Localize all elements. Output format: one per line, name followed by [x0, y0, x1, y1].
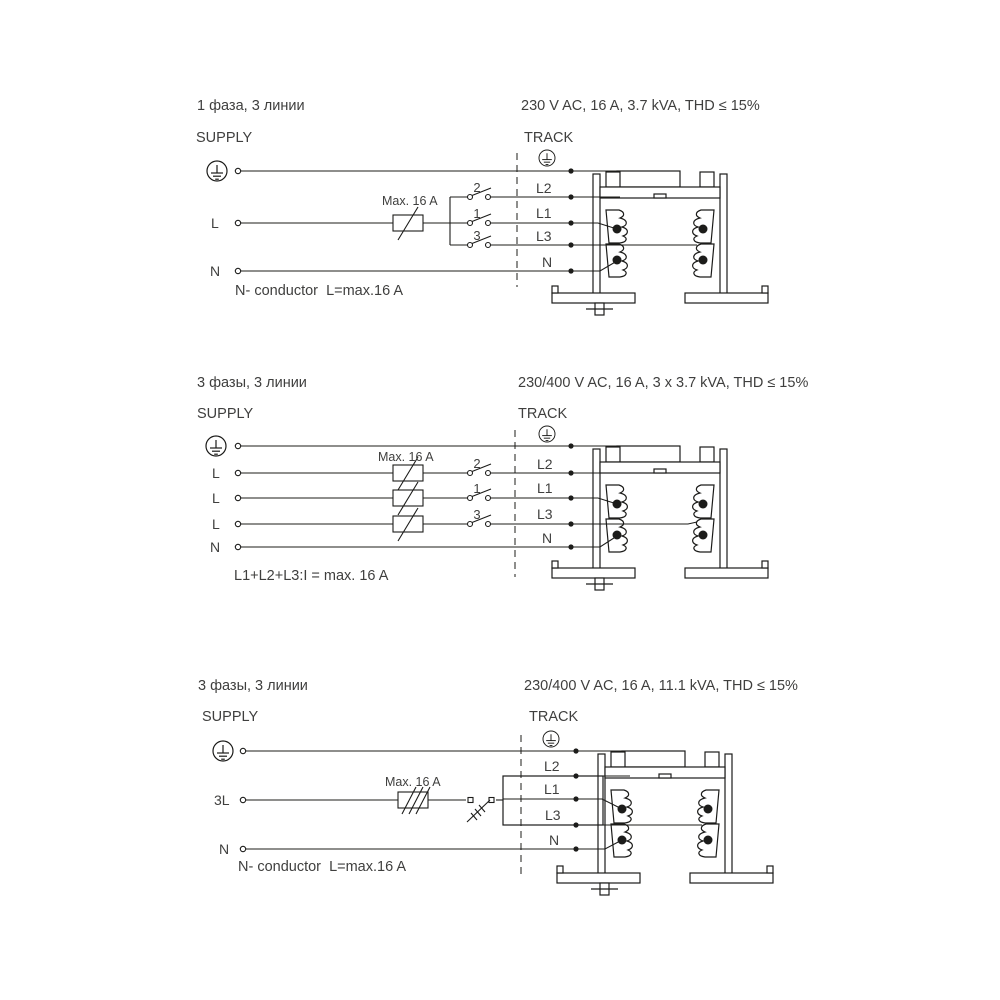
pe-terminal: [235, 443, 240, 448]
supply-line-label: N: [219, 841, 230, 857]
junction-dot: [573, 748, 578, 753]
track-ground-icon: [539, 426, 555, 442]
track-line-label: N: [549, 832, 560, 848]
n-terminal: [240, 846, 245, 851]
section3-note: N- conductor L=max.16 A: [238, 859, 407, 875]
switch-number: 3: [473, 507, 481, 522]
track-cross-section: [552, 171, 768, 315]
section-three-phase-bridged: [198, 678, 798, 895]
section1-note: N- conductor L=max.16 A: [235, 283, 404, 299]
junction-dot: [568, 495, 573, 500]
l-terminal: [235, 220, 240, 225]
track-line-label: L1: [544, 781, 560, 797]
supply-line-label: N: [210, 539, 221, 555]
pe-terminal: [235, 168, 240, 173]
section-single-phase: [196, 98, 768, 315]
junction-dot: [568, 470, 573, 475]
track-cross-section: [557, 751, 773, 895]
supply-ground-icon: [206, 436, 226, 456]
junction-dot: [573, 773, 578, 778]
supply-line-label: L: [212, 490, 220, 506]
track-line-label: L1: [537, 480, 553, 496]
junction-dot: [568, 521, 573, 526]
fuse-rating-label: Max. 16 A: [378, 450, 434, 464]
section3-phase-label: 3 фазы, 3 линии: [198, 678, 308, 694]
track-line-label: N: [542, 254, 553, 270]
track-line-label: L3: [537, 506, 553, 522]
section2-spec: 230/400 V AC, 16 A, 3 x 3.7 kVA, THD ≤ 15%: [518, 375, 809, 391]
track-line-label: L2: [536, 180, 552, 196]
l-terminal: [240, 797, 245, 802]
switch-number: 2: [473, 456, 481, 471]
junction-dot: [568, 220, 573, 225]
section2-supply-label: SUPPLY: [197, 406, 254, 422]
section1-phase-label: 1 фаза, 3 линии: [197, 98, 305, 114]
n-terminal: [235, 544, 240, 549]
supply-line-label: N: [210, 263, 221, 279]
supply-line-label: L: [212, 465, 220, 481]
track-ground-icon: [539, 150, 555, 166]
fuse-symbol-3pole: [398, 787, 430, 814]
switch-number: 1: [473, 206, 481, 221]
supply-ground-icon: [213, 741, 233, 761]
supply-line-label: L: [211, 215, 219, 231]
junction-dot: [568, 168, 573, 173]
fuse-rating-label: Max. 16 A: [382, 194, 438, 208]
switch-3pole: [467, 798, 494, 823]
section1-supply-label: SUPPLY: [196, 130, 253, 146]
switch-number: 3: [473, 228, 481, 243]
l-terminal: [235, 521, 240, 526]
section3-track-label: TRACK: [529, 709, 579, 725]
track-line-label: L3: [545, 807, 561, 823]
track-line-label: L2: [544, 758, 560, 774]
section-three-phase-individual: [197, 375, 808, 590]
supply-line-label: 3L: [214, 792, 230, 808]
junction-dot: [568, 544, 573, 549]
l-terminal: [235, 495, 240, 500]
junction-dot: [573, 846, 578, 851]
switch-number: 1: [473, 481, 481, 496]
section3-supply-label: SUPPLY: [202, 709, 259, 725]
track-line-label: N: [542, 530, 553, 546]
junction-dot: [568, 443, 573, 448]
section3-spec: 230/400 V AC, 16 A, 11.1 kVA, THD ≤ 15%: [524, 678, 798, 694]
track-line-label: L2: [537, 456, 553, 472]
switch-number: 2: [473, 180, 481, 195]
track-line-label: L1: [536, 205, 552, 221]
l-terminal: [235, 470, 240, 475]
section1-spec: 230 V AC, 16 A, 3.7 kVA, THD ≤ 15%: [521, 98, 760, 114]
fuse-symbol: [393, 207, 423, 240]
fuse-symbol: [393, 508, 423, 541]
section1-track-label: TRACK: [524, 130, 574, 146]
pe-terminal: [240, 748, 245, 753]
section2-track-label: TRACK: [518, 406, 568, 422]
track-cross-section: [552, 446, 768, 590]
supply-line-label: L: [212, 516, 220, 532]
section2-note: L1+L2+L3:I = max. 16 A: [234, 568, 389, 584]
fuse-rating-label: Max. 16 A: [385, 775, 441, 789]
junction-dot: [568, 194, 573, 199]
supply-ground-icon: [207, 161, 227, 181]
fuse-symbol: [393, 482, 423, 515]
junction-dot: [568, 242, 573, 247]
section2-phase-label: 3 фазы, 3 линии: [197, 375, 307, 391]
junction-dot: [568, 268, 573, 273]
track-ground-icon: [543, 731, 559, 747]
junction-dot: [573, 796, 578, 801]
junction-dot: [573, 822, 578, 827]
n-terminal: [235, 268, 240, 273]
track-line-label: L3: [536, 228, 552, 244]
